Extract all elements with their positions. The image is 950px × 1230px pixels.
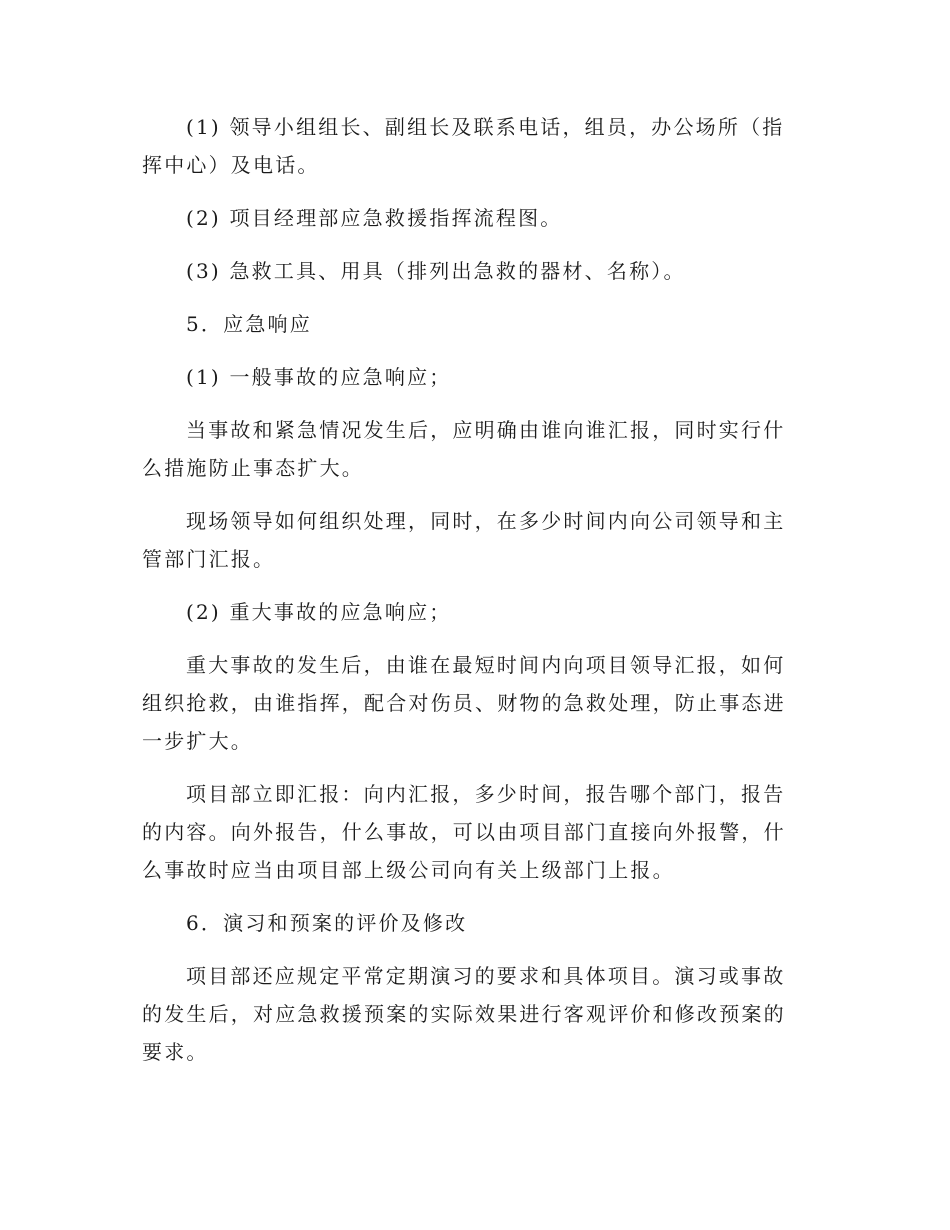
paragraph-contact-info: (1) 领导小组组长、副组长及联系电话，组员，办公场所（指挥中心）及电话。 <box>142 115 785 177</box>
paragraph-report-chain: 当事故和紧急情况发生后，应明确由谁向谁汇报，同时实行什么措施防止事态扩大。 <box>142 418 786 480</box>
paragraph-tools: (3) 急救工具、用具（排列出急救的器材、名称）。 <box>186 259 686 283</box>
section-heading-emergency-response: 5．应急响应 <box>186 312 312 336</box>
paragraph-drill-requirements: 项目部还应规定平常定期演习的要求和具体项目。演习或事故的发生后，对应急救援预案的实际效果进行客观评价和修改预案的要求。 <box>142 964 786 1064</box>
paragraph-immediate-report: 项目部立即汇报：向内汇报，多少时间，报告哪个部门，报告的内容。向外报告，什么事故，可以由项目部门直接向外报警，什么事故时应当由项目部上级公司向有关上级部门上报。 <box>142 782 786 882</box>
subheading-general-accident: (1) 一般事故的应急响应； <box>186 365 452 389</box>
document-body <box>142 108 802 1086</box>
paragraph-flowchart: (2) 项目经理部应急救援指挥流程图。 <box>186 206 563 230</box>
subheading-major-accident: (2) 重大事故的应急响应； <box>186 600 452 624</box>
paragraph-onsite-handling: 现场领导如何组织处理，同时，在多少时间内向公司领导和主管部门汇报。 <box>142 509 786 571</box>
paragraph-major-accident-handling: 重大事故的发生后，由谁在最短时间内向项目领导汇报，如何组织抢救，由谁指挥，配合对伤员、财物的急救处理，防止事态进一步扩大。 <box>142 653 786 753</box>
section-heading-drill-evaluation: 6．演习和预案的评价及修改 <box>186 911 468 935</box>
